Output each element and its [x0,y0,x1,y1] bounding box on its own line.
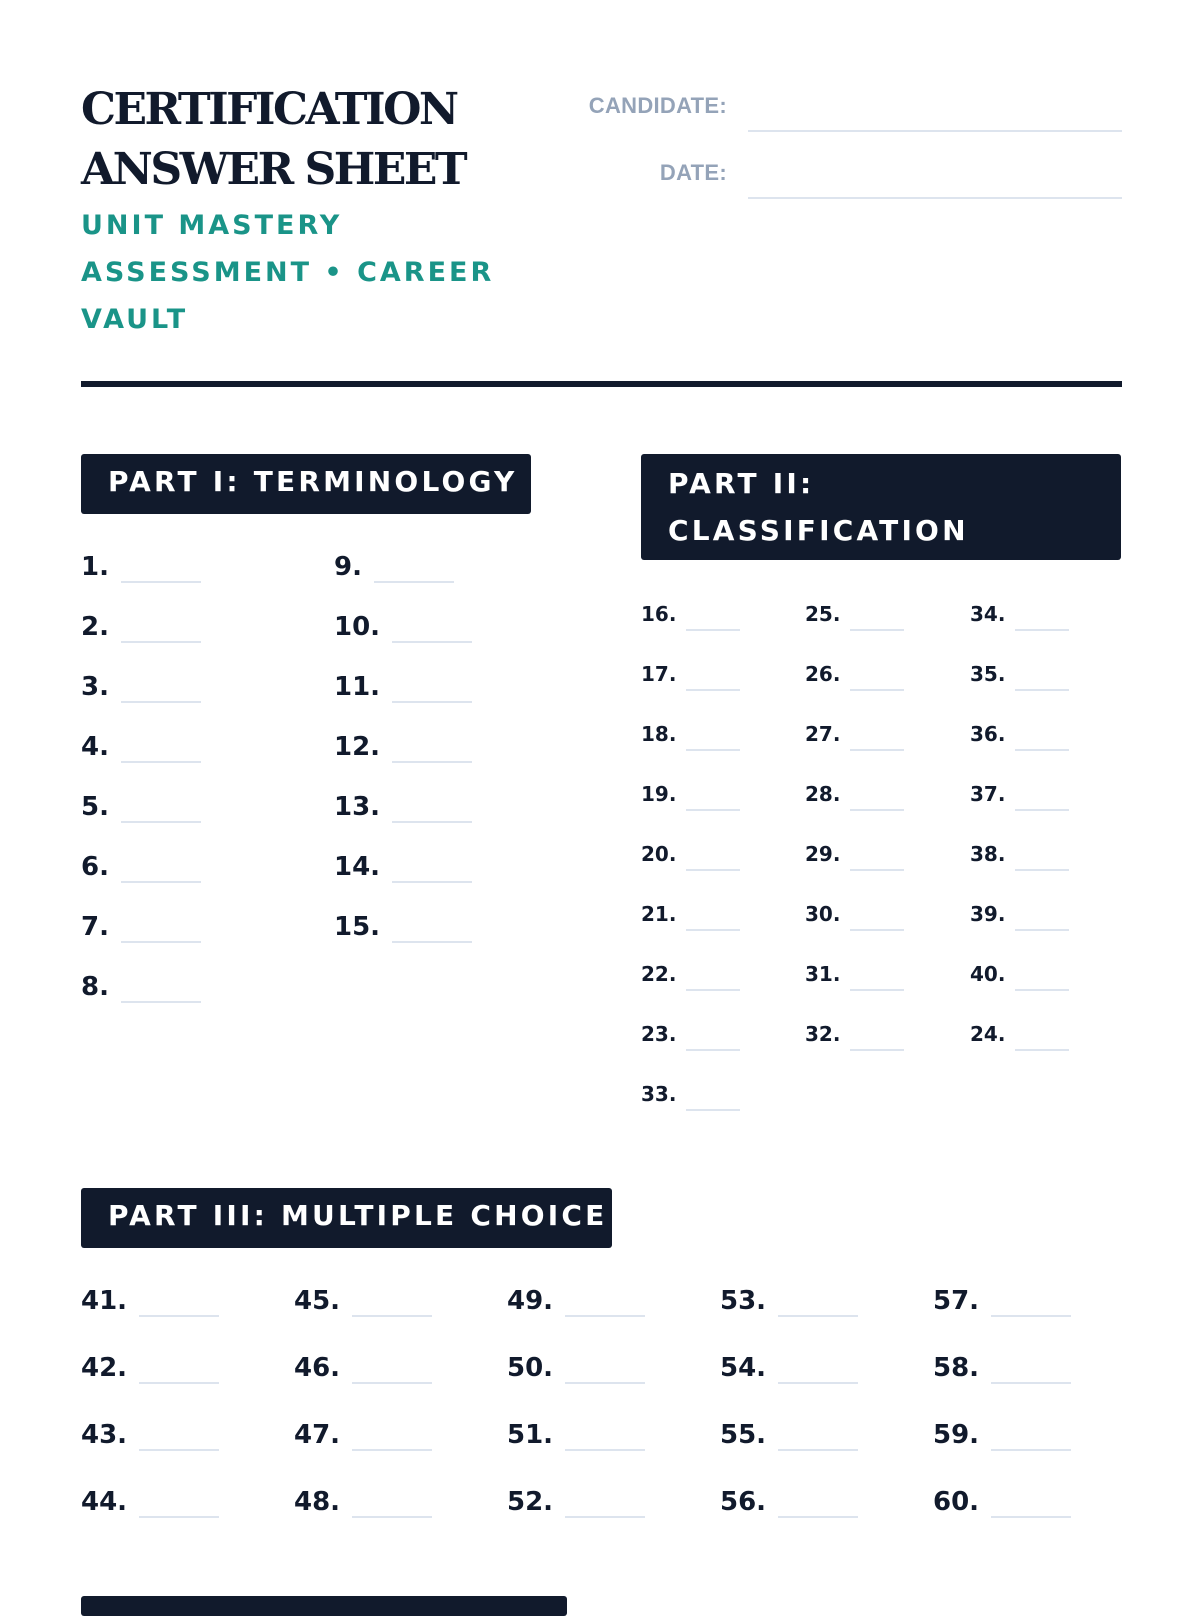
part-3-answer-item [81,1487,219,1518]
question-number: 35. [970,662,1006,686]
part-3-title: PART III: MULTIPLE CHOICE [108,1199,608,1232]
part-2-answer-item [641,1022,740,1051]
question-number: 48. [294,1487,341,1517]
answer-blank[interactable] [1015,809,1069,811]
answer-blank[interactable] [121,1001,201,1003]
part-3-answer-item [720,1286,858,1317]
part-3-answer-item [933,1353,1071,1384]
question-number: 20. [641,842,677,866]
answer-blank[interactable] [686,1049,740,1051]
part-3-answer-item [294,1286,432,1317]
question-number: 49. [507,1286,554,1316]
question-number: 29. [805,842,841,866]
question-number: 56. [720,1487,767,1517]
part-1-answer-item [334,792,472,823]
question-number: 54. [720,1353,767,1383]
answer-blank[interactable] [392,761,472,763]
question-number: 22. [641,962,677,986]
sheet-subtitle-line-2: ASSESSMENT • CAREER [81,257,495,288]
answer-blank[interactable] [121,821,201,823]
part-2-title-line-2: CLASSIFICATION [668,514,969,547]
answer-blank[interactable] [686,749,740,751]
candidate-field[interactable] [748,130,1122,132]
part-3-answer-item [81,1353,219,1384]
part-2-answer-item [970,602,1069,631]
answer-blank[interactable] [686,869,740,871]
question-number: 42. [81,1353,128,1383]
part-1-answer-item [81,972,201,1003]
answer-blank[interactable] [850,689,904,691]
part-3-banner [81,1188,612,1248]
part-2-answer-item [805,902,904,931]
question-number: 31. [805,962,841,986]
question-number: 7. [81,912,109,942]
part-3-answer-item [507,1286,645,1317]
question-number: 36. [970,722,1006,746]
question-number: 40. [970,962,1006,986]
part-2-answer-item [805,1022,904,1051]
answer-blank[interactable] [1015,989,1069,991]
answer-blank[interactable] [686,929,740,931]
answer-blank[interactable] [686,989,740,991]
answer-blank[interactable] [139,1516,219,1518]
question-number: 58. [933,1353,980,1383]
question-number: 53. [720,1286,767,1316]
date-field[interactable] [748,197,1122,199]
part-3-answer-item [294,1420,432,1451]
answer-blank[interactable] [778,1449,858,1451]
answer-blank[interactable] [850,1049,904,1051]
question-number: 39. [970,902,1006,926]
part-1-answer-item [334,732,472,763]
part-2-answer-item [641,662,740,691]
question-number: 51. [507,1420,554,1450]
question-number: 43. [81,1420,128,1450]
sheet-subtitle-line-1: UNIT MASTERY [81,210,343,241]
answer-blank[interactable] [565,1315,645,1317]
answer-blank[interactable] [352,1516,432,1518]
part-1-answer-item [81,732,201,763]
answer-blank[interactable] [121,941,201,943]
question-number: 30. [805,902,841,926]
part-1-title: PART I: TERMINOLOGY [108,465,518,498]
date-label: DATE: [659,160,727,185]
part-3-answer-item [81,1420,219,1451]
part-2-banner [641,454,1121,560]
answer-blank[interactable] [850,989,904,991]
answer-blank[interactable] [778,1382,858,1384]
part-2-answer-item [805,782,904,811]
part-1-answer-item [334,552,454,583]
question-number: 12. [334,732,381,762]
part-3-answer-item [720,1487,858,1518]
part-1-answer-item [334,612,472,643]
part-3-answer-item [720,1353,858,1384]
answer-blank[interactable] [392,881,472,883]
part-3-answer-item [933,1420,1071,1451]
question-number: 15. [334,912,381,942]
part-1-answer-item [81,912,201,943]
question-number: 5. [81,792,109,822]
answer-blank[interactable] [352,1315,432,1317]
question-number: 50. [507,1353,554,1383]
answer-blank[interactable] [1015,689,1069,691]
answer-blank[interactable] [565,1516,645,1518]
question-number: 46. [294,1353,341,1383]
part-2-answer-item [805,602,904,631]
answer-blank[interactable] [850,809,904,811]
part-2-answer-item [970,722,1069,751]
part-2-answer-item [641,602,740,631]
candidate-label: CANDIDATE: [588,93,727,118]
answer-blank[interactable] [374,581,454,583]
answer-blank[interactable] [392,701,472,703]
question-number: 26. [805,662,841,686]
next-section-banner [81,1596,567,1616]
question-number: 52. [507,1487,554,1517]
answer-blank[interactable] [991,1315,1071,1317]
answer-blank[interactable] [352,1382,432,1384]
question-number: 23. [641,1022,677,1046]
part-3-answer-item [507,1487,645,1518]
question-number: 32. [805,1022,841,1046]
question-number: 33. [641,1082,677,1106]
question-number: 19. [641,782,677,806]
question-number: 34. [970,602,1006,626]
answer-blank[interactable] [121,761,201,763]
part-3-answer-item [720,1420,858,1451]
part-2-answer-item [970,782,1069,811]
question-number: 37. [970,782,1006,806]
question-number: 57. [933,1286,980,1316]
part-2-title-line-1: PART II: [668,467,815,500]
part-2-answer-item [970,662,1069,691]
answer-blank[interactable] [139,1449,219,1451]
answer-blank[interactable] [686,1109,740,1111]
question-number: 60. [933,1487,980,1517]
answer-blank[interactable] [991,1516,1071,1518]
answer-blank[interactable] [850,869,904,871]
part-2-answer-item [641,842,740,871]
answer-blank[interactable] [1015,929,1069,931]
answer-blank[interactable] [565,1449,645,1451]
part-2-answer-item [970,1022,1069,1051]
answer-blank[interactable] [392,941,472,943]
answer-blank[interactable] [686,809,740,811]
part-2-answer-item [805,662,904,691]
question-number: 8. [81,972,109,1002]
sheet-title-line-1: CERTIFICATION [81,84,457,135]
part-1-answer-item [81,612,201,643]
answer-blank[interactable] [686,689,740,691]
answer-blank[interactable] [1015,749,1069,751]
part-3-answer-item [294,1487,432,1518]
question-number: 45. [294,1286,341,1316]
part-2-answer-item [970,902,1069,931]
part-1-answer-item [334,672,472,703]
answer-blank[interactable] [850,929,904,931]
answer-blank[interactable] [1015,1049,1069,1051]
part-3-answer-item [933,1286,1071,1317]
question-number: 3. [81,672,109,702]
answer-blank[interactable] [121,641,201,643]
question-number: 47. [294,1420,341,1450]
answer-blank[interactable] [991,1382,1071,1384]
part-2-answer-item [641,722,740,751]
question-number: 10. [334,612,381,642]
question-number: 21. [641,902,677,926]
part-1-answer-item [81,672,201,703]
part-2-answer-item [641,782,740,811]
question-number: 16. [641,602,677,626]
question-number: 9. [334,552,362,582]
part-1-answer-item [81,852,201,883]
part-3-answer-item [507,1420,645,1451]
part-2-answer-item [641,962,740,991]
question-number: 1. [81,552,109,582]
answer-blank[interactable] [139,1315,219,1317]
question-number: 41. [81,1286,128,1316]
part-1-answer-item [334,912,472,943]
part-3-answer-item [81,1286,219,1317]
question-number: 11. [334,672,381,702]
question-number: 14. [334,852,381,882]
question-number: 24. [970,1022,1006,1046]
part-2-answer-item [641,1082,740,1111]
answer-blank[interactable] [392,821,472,823]
sheet-header [81,80,521,343]
answer-blank[interactable] [850,749,904,751]
answer-blank[interactable] [139,1382,219,1384]
part-2-answer-item [641,902,740,931]
part-1-banner [81,454,531,514]
part-1-answer-item [334,852,472,883]
question-number: 44. [81,1487,128,1517]
part-2-answer-item [805,722,904,751]
answer-blank[interactable] [686,629,740,631]
question-number: 2. [81,612,109,642]
answer-blank[interactable] [121,581,201,583]
part-2-answer-item [970,842,1069,871]
part-3-answer-item [933,1487,1071,1518]
answer-blank[interactable] [121,881,201,883]
question-number: 59. [933,1420,980,1450]
answer-blank[interactable] [352,1449,432,1451]
question-number: 6. [81,852,109,882]
part-3-answer-item [507,1353,645,1384]
question-number: 13. [334,792,381,822]
part-3-answer-item [294,1353,432,1384]
answer-blank[interactable] [991,1449,1071,1451]
part-2-answer-item [970,962,1069,991]
answer-blank[interactable] [392,641,472,643]
part-1-answer-item [81,552,201,583]
part-2-answer-item [805,842,904,871]
question-number: 17. [641,662,677,686]
header-divider [81,381,1122,387]
question-number: 4. [81,732,109,762]
answer-blank[interactable] [1015,629,1069,631]
question-number: 18. [641,722,677,746]
sheet-subtitle-line-3: VAULT [81,304,189,335]
question-number: 27. [805,722,841,746]
answer-blank[interactable] [850,629,904,631]
question-number: 55. [720,1420,767,1450]
answer-blank[interactable] [565,1382,645,1384]
part-1-answer-item [81,792,201,823]
question-number: 28. [805,782,841,806]
question-number: 38. [970,842,1006,866]
question-number: 25. [805,602,841,626]
part-2-answer-item [805,962,904,991]
answer-blank[interactable] [1015,869,1069,871]
sheet-title-line-2: ANSWER SHEET [81,144,466,195]
answer-blank[interactable] [778,1516,858,1518]
answer-blank[interactable] [778,1315,858,1317]
answer-blank[interactable] [121,701,201,703]
